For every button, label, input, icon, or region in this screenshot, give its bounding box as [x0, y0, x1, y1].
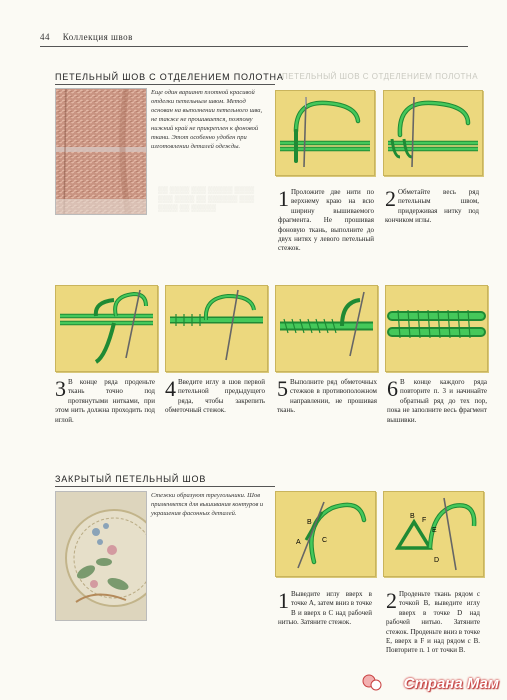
garment-photo [55, 88, 147, 215]
step1-illustration [275, 90, 375, 176]
closed-step2-text: 2 Проденьте ткань рядом с точкой В, выведите иглу вверх в точке D над рабочей нитью. Затяните стежок. Проденьте вниз в точке Е, вверх в F и над рядом с В. Повторите п. 1 от точки В. [386, 588, 480, 655]
step3-text: 3 В конце ряда проденьте ткань точно под протянутыми нитками, при этом нить должна проходить под иглой. [55, 376, 155, 424]
step6-text: 6 В конце каждого ряда повторите п. 3 и начинайте обратный ряд до тех пор, пока не заполните весь фрагмент вышивки. [387, 376, 487, 424]
section2-rule [55, 486, 275, 487]
closed-step2-number: 2 [386, 588, 397, 613]
letter-c: C [322, 537, 328, 544]
closed-step1-text: 1 Выведите иглу вверх в точке А, затем вниз в точке В и вверх в С над рабочей нитью. Затяните стежок. [278, 588, 372, 627]
step5-illustration [275, 285, 378, 372]
page-number: 44 [40, 32, 50, 42]
embroidery-photo [55, 491, 147, 621]
section2-title: ЗАКРЫТЫЙ ПЕТЕЛЬНЫЙ ШОВ [55, 474, 207, 484]
section1-rule [55, 84, 275, 85]
step6-illustration [385, 285, 488, 372]
section1-note: Еще один вариант плотной красивой отделки петельным швом. Метод основан на выполнении петельного шва, не также не прошивается, поэтому нижний край не прикреплен к фоновой ткани. Этот особенно удобен при изготовлении деталей одежды. [151, 89, 263, 150]
running-header [40, 32, 133, 42]
step1-text: 1 Проложите две нити по верхнему краю на всю ширину вышиваемого фрагмента. Не прошивая фоновую ткань, выполните до двух нитях у левого петельный стежок. [278, 186, 374, 253]
step3-number: 3 [55, 376, 66, 401]
step2-illustration [383, 90, 483, 176]
letter-b: B [307, 519, 312, 526]
header-rule [40, 46, 468, 47]
step4-text: 4 Введите иглу в шов первой петельной предыдущего ряда, чтобы закрепить обметочный стежок. [165, 376, 265, 415]
closed-step1-number: 1 [278, 588, 289, 613]
step3-illustration [55, 285, 158, 372]
letter-d: D [434, 557, 440, 564]
letter-e: E [432, 527, 437, 534]
section1-title: ПЕТЕЛЬНЫЙ ШОВ С ОТДЕЛЕНИЕМ ПОЛОТНА [55, 72, 284, 82]
step4-number: 4 [165, 376, 176, 401]
letter-a: A [296, 539, 301, 546]
step2-text: 2 Обметайте весь ряд петельным швом, придерживая нитку под кончиком иглы. [385, 186, 479, 225]
watermark-text: Страна Мам [403, 675, 499, 692]
closed-step1-illustration [275, 491, 376, 577]
section2-note: Стежки образуют треугольники. Шов применяется для вышивания контуров и украшения фасонных деталей. [151, 492, 264, 517]
step1-number: 1 [278, 186, 289, 211]
bleed-through-text: ▒▒ ▒▒▒▒ ▒▒▒ ▒▒▒▒▒ ▒▒▒▒ ▒▒▒ ▒▒▒▒ ▒▒ ▒▒▒▒▒▒ ▒▒▒ ▒▒▒▒ ▒▒ ▒▒▒▒▒ [158, 186, 255, 212]
section1-ghost-title: ПЕТЕЛЬНЫЙ ШОВ С ОТДЕЛЕНИЕМ ПОЛОТНА [282, 72, 479, 81]
closed-step2-illustration [383, 491, 484, 577]
letter-f: F [422, 517, 427, 524]
step6-number: 6 [387, 376, 398, 401]
step4-illustration [165, 285, 268, 372]
step5-number: 5 [277, 376, 288, 401]
running-title: Коллекция швов [62, 32, 133, 42]
letter-b2: B [410, 513, 415, 520]
watermark-logo-icon [361, 673, 383, 693]
step5-text: 5 Выполните ряд обметочных стежков в противоположном направлении, не прошивая ткань. [277, 376, 377, 415]
step2-number: 2 [385, 186, 396, 211]
